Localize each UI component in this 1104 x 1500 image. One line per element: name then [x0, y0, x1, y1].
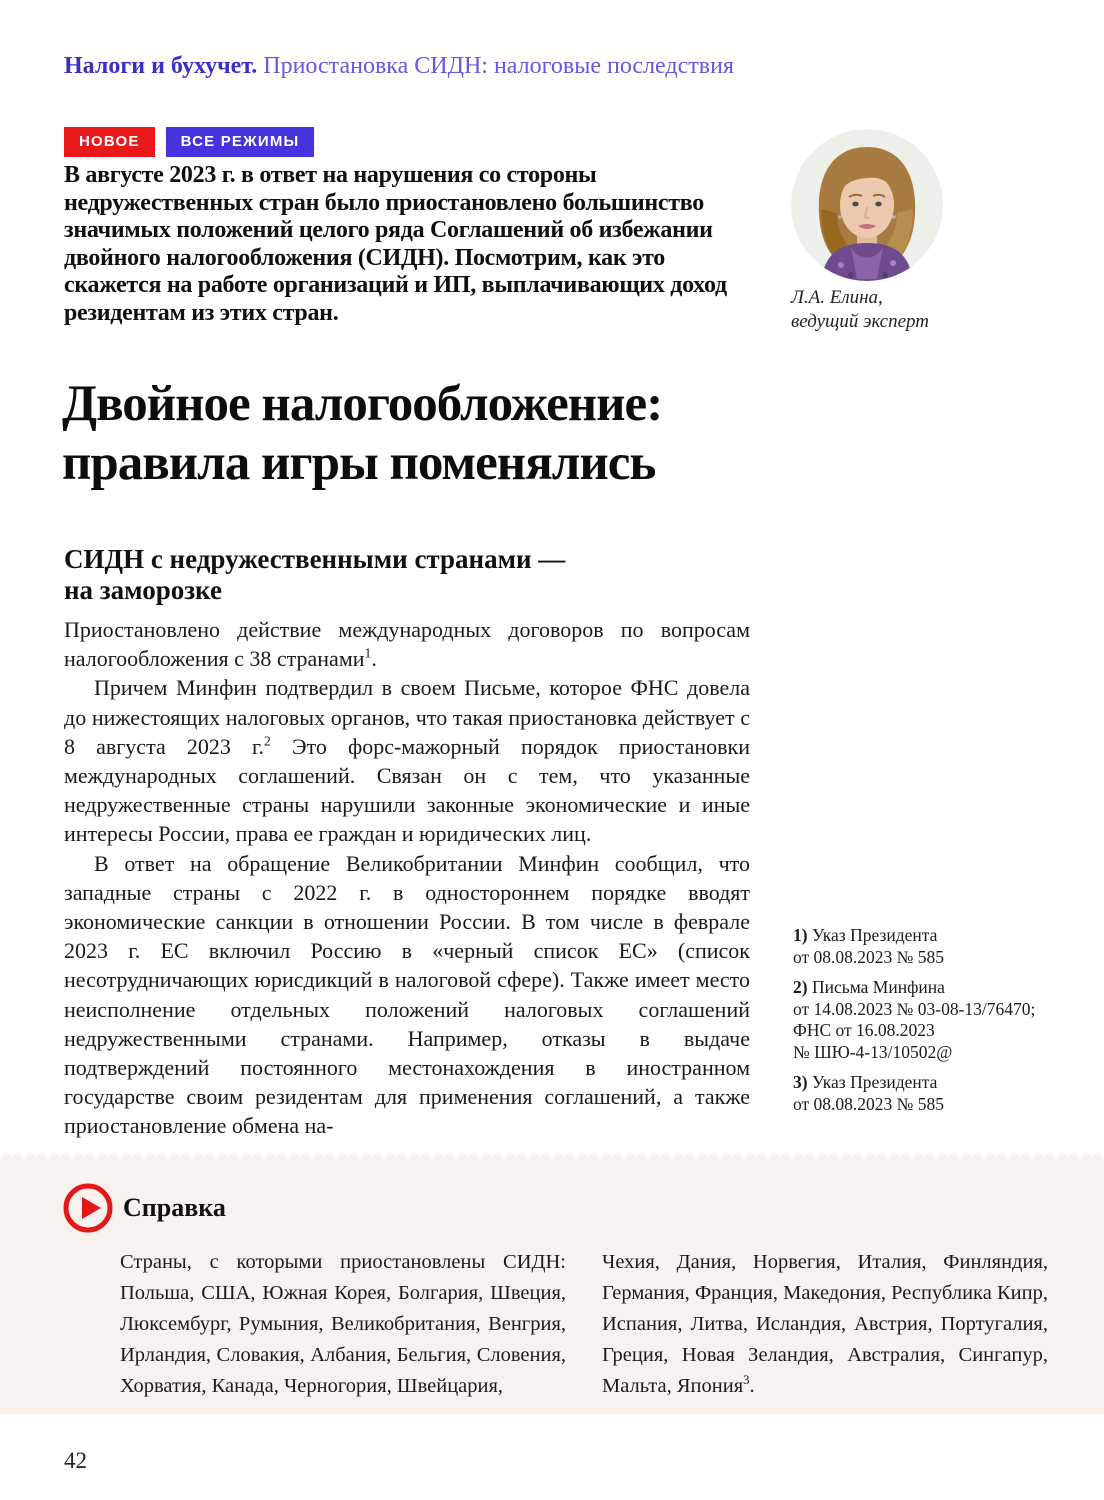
- article-body: [64, 615, 750, 1141]
- footnote-marker: 1): [793, 925, 808, 945]
- article-title-line1: Двойное налогообложение:: [62, 376, 663, 432]
- paragraph-3: В ответ на обращение Великобритании Минфин сообщил, что западные страны с 2022 г. в одностороннем порядке вводят экономические санкции в отношении России. В том числе в феврале 2023 г. ЕС включил Россию в «черный список ЕС» (список несотрудничающих юрисдикций в налоговой сфере). Также имеет место неисполнение отдельных положений налоговых соглашений недружественными странами. Например, отказы в выдаче подтверждений постоянного местонахождения в иностранном государстве своим резидентам для применения соглашений, а также приостановление обмена на-: [64, 850, 750, 1139]
- badge-all-modes[interactable]: ВСЕ РЕЖИМЫ: [166, 127, 315, 157]
- author-portrait-illustration: [791, 129, 943, 281]
- section-heading-line2: на заморозке: [64, 575, 222, 605]
- play-circle-icon: [62, 1182, 114, 1234]
- author-name: Л.А. Елина,: [791, 287, 883, 308]
- footnote-ref-2[interactable]: 2: [264, 733, 271, 749]
- footnote-item-1: 1) Указ Президента от 08.08.2023 № 585: [793, 925, 944, 967]
- section-heading: [64, 544, 565, 606]
- paragraph-1: Приостановлено действие международных договоров по вопросам налогообложения с 38 странами$^1$.: [64, 617, 750, 672]
- margin-footnotes: [793, 925, 1103, 1124]
- reference-columns: [120, 1247, 1048, 1402]
- reference-column-2: Чехия, Дания, Норвегия, Италия, Финляндия, Германия, Франция, Македония, Республика Кипр, Испания, Литва, Исландия, Австрия, Португалия, Греция, Новая Зеландия, Австралия, Сингапур, Мальта, Япония$^3$.: [602, 1251, 1048, 1397]
- footnote-item-3: 3) Указ Президента от 08.08.2023 № 585: [793, 1072, 944, 1114]
- author-caption: [791, 286, 929, 334]
- paragraph-2: Причем Минфин подтвердил в своем Письме, которое ФНС довела до нижестоящих налоговых органов, что такая приостановка действует с 8 августа 2023 г.$^2$ Это форс-мажорный порядок приостановки международных соглашений. Связан он с тем, что указанные недружественные страны нарушили законные экономические и иные интересы России, права ее граждан и юридических лиц.: [64, 675, 750, 847]
- kicker-rubric: Налоги и бухучет.: [64, 53, 258, 79]
- footnote-marker: 2): [793, 977, 808, 997]
- article-title: [62, 375, 662, 493]
- kicker: [64, 52, 734, 80]
- footnote-ref-3[interactable]: 3: [743, 1373, 750, 1388]
- footnote-marker: 3): [793, 1072, 808, 1092]
- footnote-item-2: 2) Письма Минфина от 14.08.2023 № 03-08-13/76470; ФНС от 16.08.2023 № ШЮ-4-13/10502@: [793, 977, 1036, 1062]
- kicker-subject: Приостановка СИДН: налоговые последствия: [257, 53, 734, 79]
- footnote-ref-1[interactable]: 1: [364, 645, 372, 661]
- author-photo: [791, 129, 943, 281]
- reference-heading: Справка: [123, 1193, 226, 1222]
- reference-box: [0, 1157, 1104, 1414]
- author-role: ведущий эксперт: [791, 311, 929, 332]
- badge-new[interactable]: НОВОЕ: [64, 127, 155, 157]
- article-title-line2: правила игры поменялись: [62, 435, 656, 491]
- section-heading-line1: СИДН с недружественными странами —: [64, 544, 566, 574]
- lede-paragraph: В августе 2023 г. в ответ на нарушения со стороны недружественных стран было приостановлено большинство значимых положений целого ряда Соглашений об избежании двойного налогообложения (СИДН). Посмотрим, как это скажется на работе организаций и ИП, выплачивающих доход резидентам из этих стран.: [64, 162, 727, 326]
- page-number: 42: [64, 1448, 87, 1473]
- badge-row: [64, 127, 314, 157]
- reference-column-1: Страны, с которыми приостановлены СИДН: Польша, США, Южная Корея, Болгария, Швеция, Люксембург, Румыния, Великобритания, Венгрия, Ирландия, Словакия, Албания, Бельгия, Словения, Хорватия, Канада, Черногория, Швейцария,: [120, 1251, 566, 1397]
